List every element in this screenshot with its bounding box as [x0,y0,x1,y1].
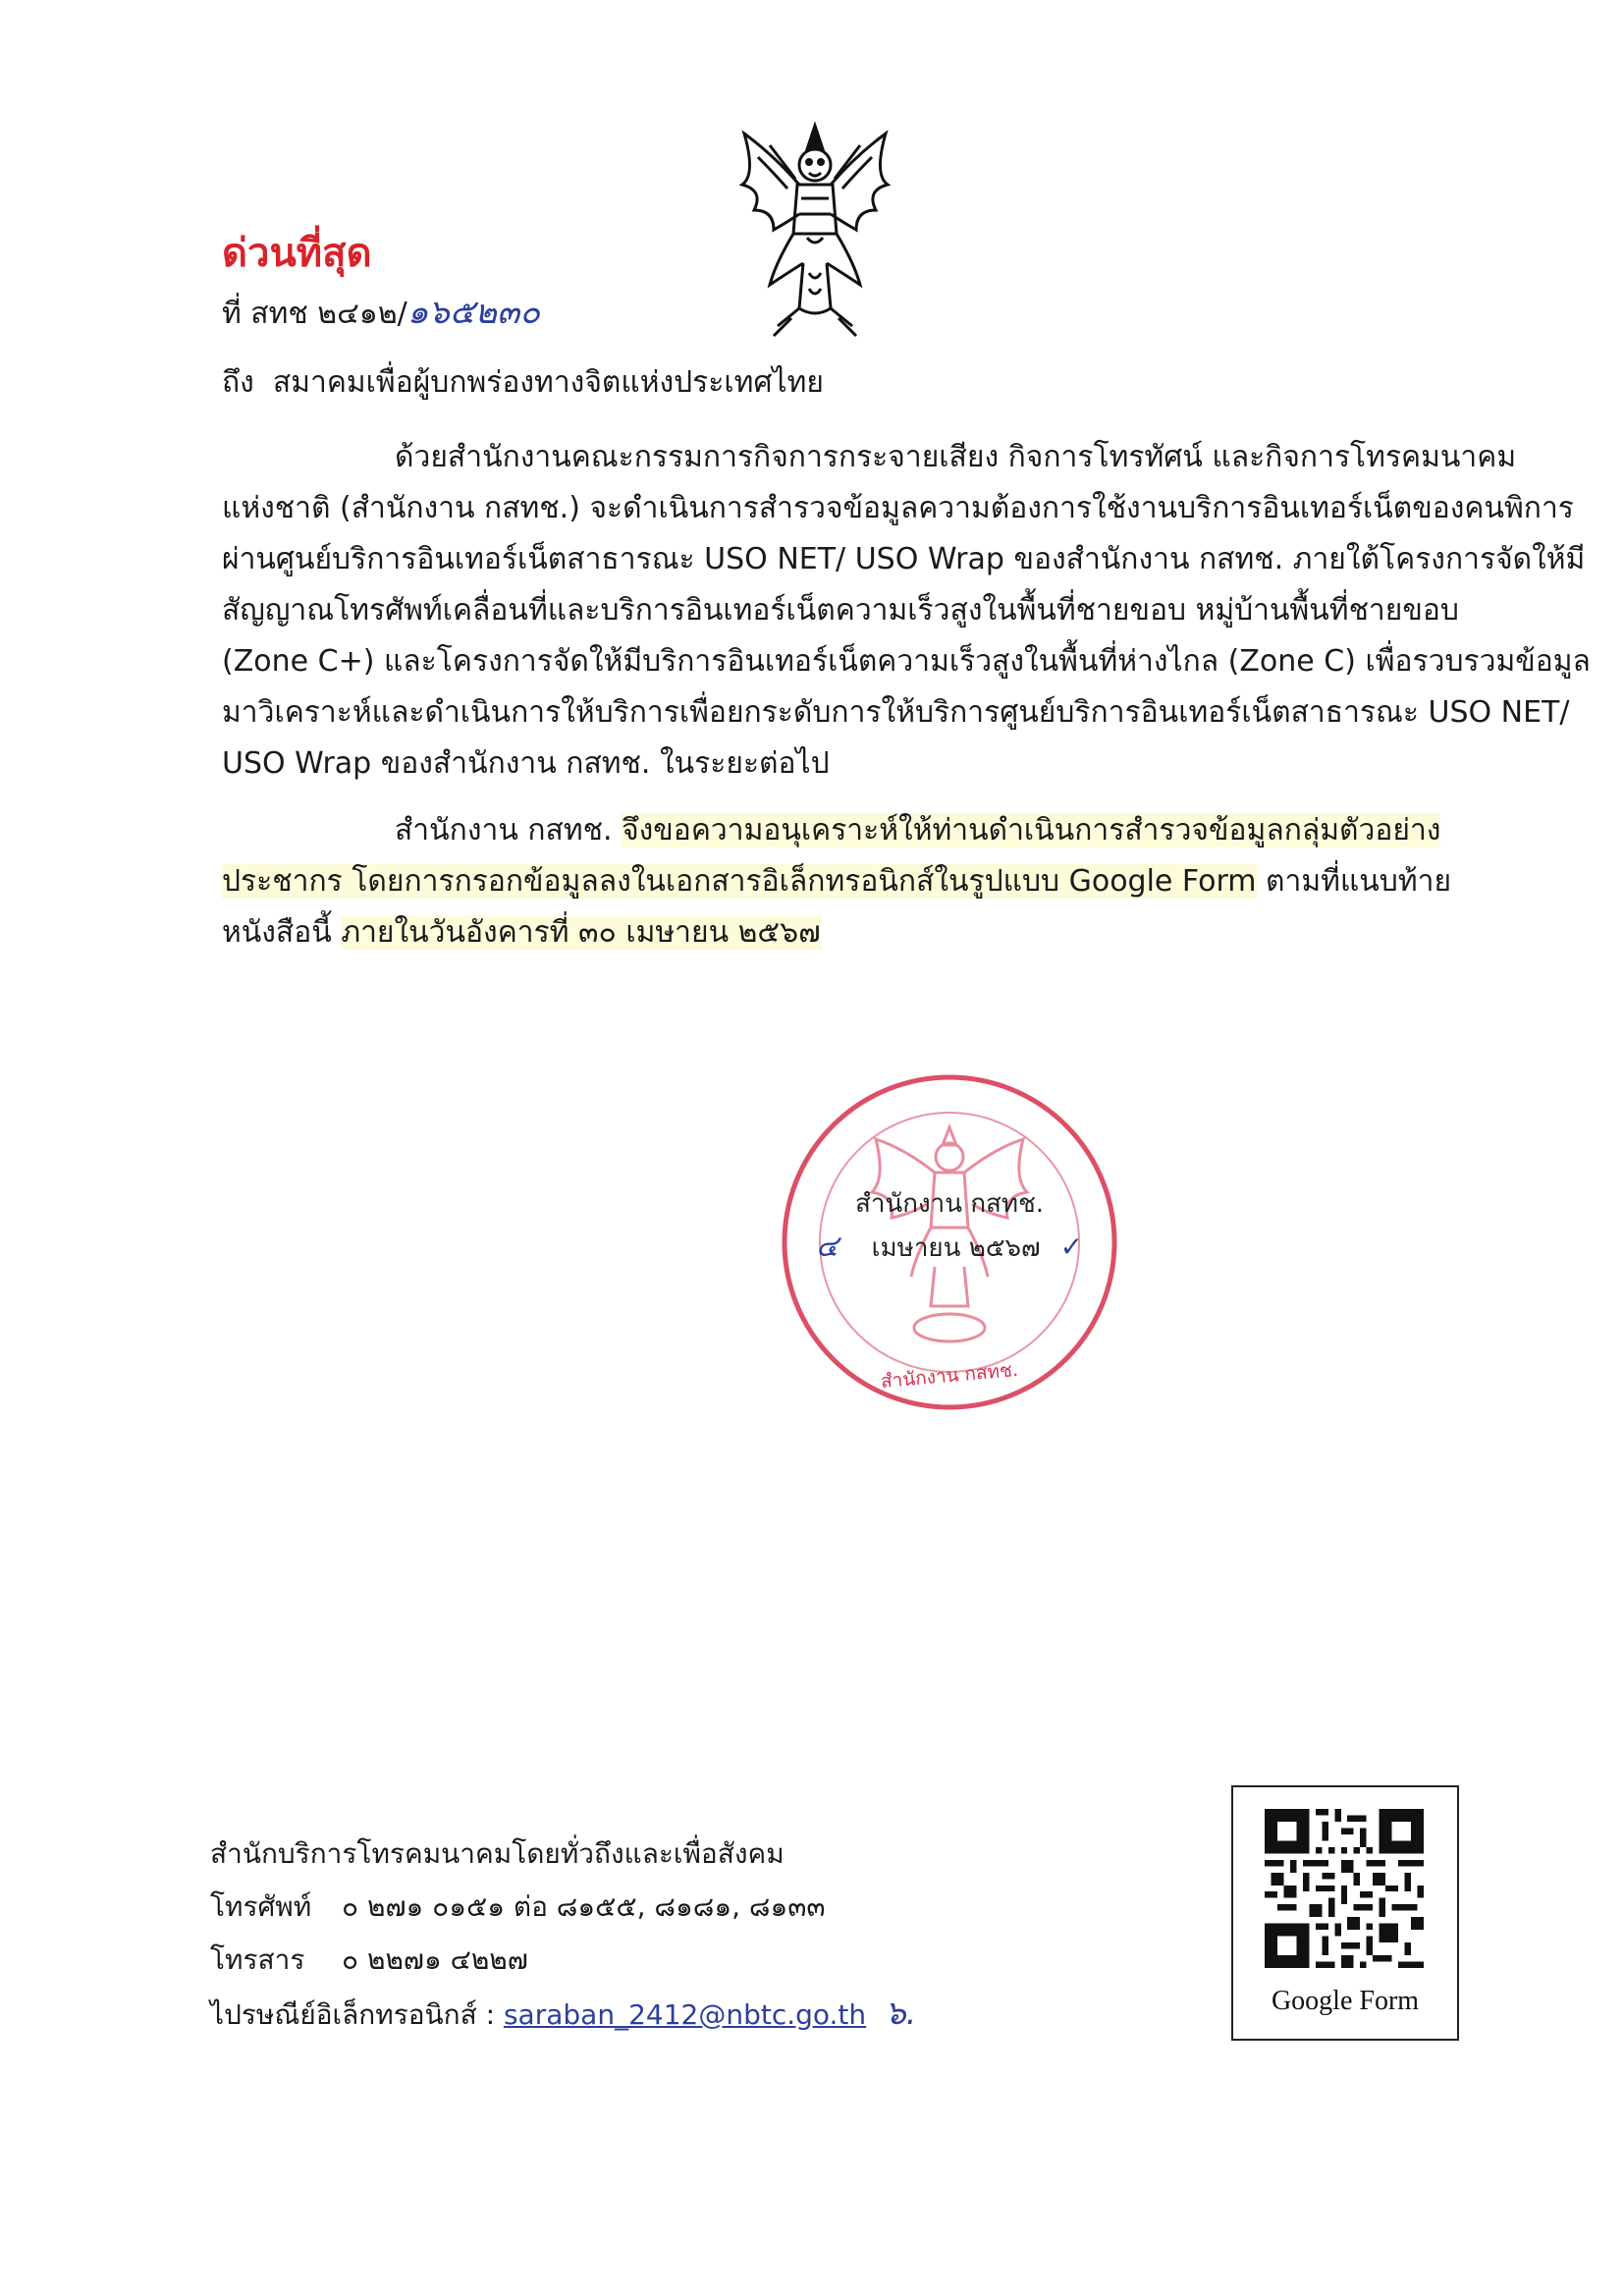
stamp-date-line [807,1230,1092,1266]
paragraph-line [222,807,1516,854]
recipient-name: สมาคมเพื่อผู้บกพร่องทางจิตแห่งประเทศไทย [272,365,824,400]
handwritten-day: ๔ [815,1230,839,1264]
stamp-office: สำนักงาน กสทช. [855,1189,1044,1219]
paragraph-line: (Zone C+) และโครงการจัดให้มีบริการอินเทอร์เน็ตความเร็วสูงในพื้นที่ห่างไกล (Zone C) เพื่อรวบรวมข้อมูล [222,644,1591,679]
handwritten-reference: ๑๖๕๒๓๐ [406,293,541,332]
reference-number [222,289,540,338]
paragraph-line: ด้วยสำนักงานคณะกรรมการกิจการกระจายเสียง กิจการโทรทัศน์ และกิจการโทรคมนาคม [395,440,1517,474]
email-label: ไปรษณีย์อิเล็กทรอนิกส์ : [210,1998,496,2031]
reference-prefix: ที่ สทช ๒๔๑๒/ [222,297,407,331]
fax-label: โทรสาร [210,1943,305,1976]
paragraph-line: USO Wrap ของสำนักงาน กสทช. ในระยะต่อไป [222,746,830,781]
qr-caption: Google Form [1271,1986,1420,2016]
footer-phone [210,1886,826,1929]
body-paragraph-1 [222,434,1591,788]
paragraph-text: หนังสือนี้ [222,915,342,950]
google-form-qr-box[interactable] [1231,1785,1459,2041]
footer-fax [210,1939,528,1982]
email-link[interactable]: saraban_2412@nbtc.go.th [503,1998,867,2031]
deadline-highlight: ภายในวันอังคารที่ ๓๐ เมษายน ๒๕๖๗ [341,915,821,950]
urgency-label: ด่วนที่สุด [222,231,372,276]
paragraph-line: มาวิเคราะห์และดำเนินการให้บริการเพื่อยกระดับการให้บริการศูนย์บริการอินเทอร์เน็ตสาธารณะ USO NET/ [222,695,1570,730]
body-paragraph-2 [222,807,1516,957]
to-label: ถึง [222,365,254,400]
paragraph-line: ผ่านศูนย์บริการอินเทอร์เน็ตสาธารณะ USO NET/ USO Wrap ของสำนักงาน กสทช. ภายใต้โครงการจัดให้มี [222,542,1586,576]
recipient-line [222,359,824,407]
stamp-bottom-arc-text: สำนักงาน กสทช. [880,1358,1019,1394]
paragraph-line [222,909,1516,957]
paragraph-line: สัญญาณโทรศัพท์เคลื่อนที่และบริการอินเทอร์เน็ตความเร็วสูงในพื้นที่ชายขอบ หมู่บ้านพื้นที่ชายขอบ [222,593,1459,628]
garuda-emblem-icon [715,116,915,342]
fax-value: ๐ ๒๒๗๑ ๔๒๒๗ [342,1943,528,1976]
stamp-month-year: เมษายน ๒๕๖๗ [871,1233,1041,1263]
footer-email [210,1992,916,2037]
footer-office: สำนักบริการโทรคมนาคมโดยทั่วถึงและเพื่อสังคม [210,1837,785,1870]
paragraph-text: ตามที่แนบท้าย [1256,864,1452,899]
highlighted-text: จึงขอความอนุเคราะห์ให้ท่านดำเนินการสำรวจข้อมูลกลุ่มตัวอย่าง [622,813,1441,847]
paragraph-line: แห่งชาติ (สำนักงาน กสทช.) จะดำเนินการสำรวจข้อมูลความต้องการใช้งานบริการอินเทอร์เน็ตของคนพิการ [222,491,1574,525]
qr-code-icon[interactable] [1265,1809,1424,1968]
phone-value: ๐ ๒๗๑ ๐๑๕๑ ต่อ ๘๑๕๕, ๘๑๘๑, ๘๑๓๓ [342,1890,826,1923]
highlighted-text: ประชากร โดยการกรอกข้อมูลลงในเอกสารอิเล็กทรอนิกส์ในรูปแบบ Google Form [222,864,1257,899]
handwritten-initial: ๖. [885,1994,917,2033]
phone-label: โทรศัพท์ [210,1890,312,1923]
official-date-stamp [778,1070,1121,1414]
paragraph-line [222,858,1516,905]
paragraph-text: สำนักงาน กสทช. [395,813,623,847]
check-mark: ✓ [1059,1230,1084,1263]
